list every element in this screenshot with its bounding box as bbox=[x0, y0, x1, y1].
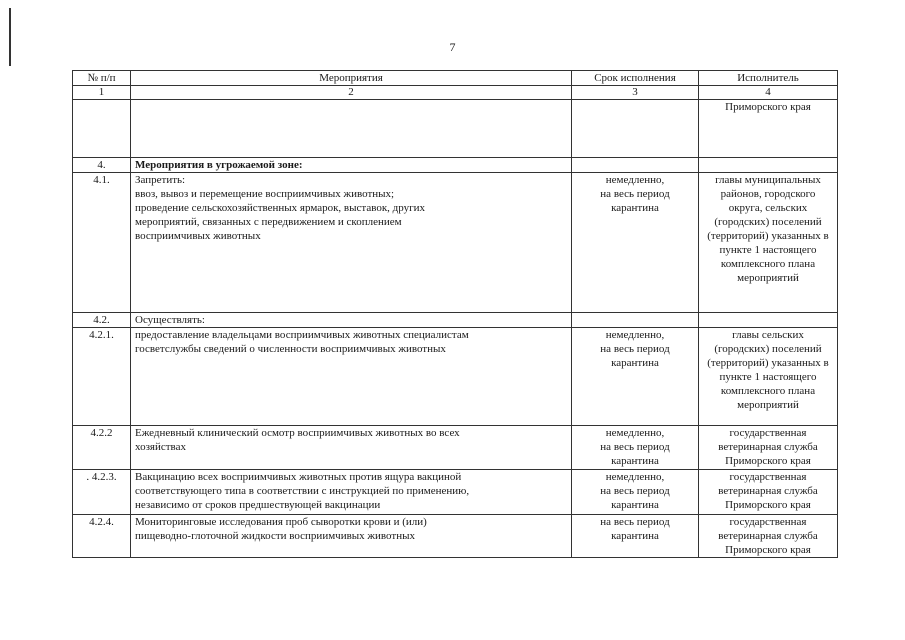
executor-cell-line: Приморского края bbox=[725, 455, 811, 467]
event-cell-line: ввоз, вывоз и перемещение восприимчивых животных; bbox=[135, 188, 395, 200]
event-cell bbox=[131, 515, 572, 558]
executor-cell-line: (городских) поселений bbox=[714, 343, 822, 355]
deadline-cell-line: на весь период bbox=[600, 485, 670, 497]
deadline-cell-line: карантина bbox=[611, 499, 659, 511]
executor-cell-line: районов, городского bbox=[720, 188, 816, 200]
executor-cell-line: мероприятий bbox=[737, 399, 799, 411]
executor-cell bbox=[699, 173, 838, 313]
event-cell bbox=[131, 100, 572, 158]
executor-cell bbox=[699, 470, 838, 515]
page-number: 7 bbox=[449, 40, 456, 54]
header-num: № п/п bbox=[73, 71, 131, 86]
event-cell-line: пищеводно-глоточной жидкости восприимчивых животных bbox=[135, 530, 415, 542]
row-number bbox=[73, 515, 131, 558]
executor-cell-line: (территорий) указанных в bbox=[707, 357, 829, 369]
deadline-cell-line: карантина bbox=[611, 357, 659, 369]
row-number-line: 4.2. bbox=[93, 314, 110, 326]
table-header bbox=[73, 71, 838, 86]
executor-cell-line: ветеринарная служба bbox=[718, 530, 818, 542]
row-number-line: 4.1. bbox=[93, 174, 110, 186]
executor-cell-line: Приморского края bbox=[725, 499, 811, 511]
header-event: Мероприятия bbox=[131, 71, 572, 86]
row-number bbox=[73, 426, 131, 470]
event-cell-line: соответствующего типа в соответствии с инструкцией по применению, bbox=[135, 485, 470, 497]
executor-cell-line: ветеринарная служба bbox=[718, 441, 818, 453]
event-cell-line: Вакцинацию всех восприимчивых животных против ящура вакциной bbox=[135, 471, 462, 483]
event-cell bbox=[131, 470, 572, 515]
executor-cell bbox=[699, 426, 838, 470]
event-cell-line: мероприятий, связанных с передвижением и скоплением bbox=[135, 216, 402, 228]
row-number-line: 4.2.4. bbox=[89, 516, 114, 528]
table-row bbox=[73, 173, 838, 313]
executor-cell-line: главы муниципальных bbox=[715, 174, 821, 186]
executor-cell-line: (городских) поселений bbox=[714, 216, 822, 228]
deadline-cell-line: немедленно, bbox=[605, 174, 665, 186]
executor-cell bbox=[699, 158, 838, 173]
row-number bbox=[73, 313, 131, 328]
row-number bbox=[73, 328, 131, 426]
event-cell-line: Мониторинговые исследования проб сыворотки крови и (или) bbox=[135, 516, 427, 528]
event-cell-line: независимо от сроков предшествующей вакцинации bbox=[135, 499, 381, 511]
table-row bbox=[73, 328, 838, 426]
column-numbers-row bbox=[73, 86, 838, 100]
table-row bbox=[73, 426, 838, 470]
table-row bbox=[73, 515, 838, 558]
table-row bbox=[73, 158, 838, 173]
executor-cell-line: комплексного плана bbox=[720, 385, 816, 397]
executor-cell-line: (территорий) указанных в bbox=[707, 230, 829, 242]
deadline-cell bbox=[572, 158, 699, 173]
deadline-cell-line: карантина bbox=[611, 455, 659, 467]
executor-cell-line: главы сельских bbox=[732, 329, 804, 341]
event-cell-line: Осуществлять: bbox=[135, 314, 205, 326]
table-row bbox=[73, 100, 838, 158]
deadline-cell bbox=[572, 470, 699, 515]
event-cell-line: Мероприятия в угрожаемой зоне: bbox=[135, 159, 303, 171]
row-number-line: . 4.2.3. bbox=[86, 471, 117, 483]
deadline-cell bbox=[572, 313, 699, 328]
executor-cell bbox=[699, 328, 838, 426]
deadline-cell-line: немедленно, bbox=[605, 471, 665, 483]
event-cell bbox=[131, 313, 572, 328]
event-cell-line: Запретить: bbox=[135, 174, 186, 186]
row-number bbox=[73, 470, 131, 515]
event-cell-line: Ежедневный клинический осмотр восприимчивых животных во всех bbox=[135, 427, 460, 439]
row-number bbox=[73, 158, 131, 173]
executor-cell-line: пункте 1 настоящего bbox=[719, 244, 817, 256]
deadline-cell-line: на весь период bbox=[600, 516, 670, 528]
deadline-cell bbox=[572, 173, 699, 313]
deadline-cell bbox=[572, 328, 699, 426]
deadline-cell bbox=[572, 426, 699, 470]
executor-cell bbox=[699, 100, 838, 158]
table-row bbox=[73, 313, 838, 328]
event-cell bbox=[131, 426, 572, 470]
executor-cell-line: ветеринарная служба bbox=[718, 485, 818, 497]
deadline-cell-line: на весь период bbox=[600, 343, 670, 355]
executor-cell-line: пункте 1 настоящего bbox=[719, 371, 817, 383]
deadline-cell-line: карантина bbox=[611, 530, 659, 542]
event-cell bbox=[131, 158, 572, 173]
event-cell-line: хозяйствах bbox=[135, 441, 186, 453]
executor-cell-line: Приморского края bbox=[725, 101, 811, 113]
col-number: 3 bbox=[572, 86, 699, 100]
executor-cell-line: Приморского края bbox=[725, 544, 811, 556]
deadline-cell-line: карантина bbox=[611, 202, 659, 214]
header-deadline: Срок исполнения bbox=[572, 71, 699, 86]
header-executor: Исполнитель bbox=[699, 71, 838, 86]
col-number: 1 bbox=[73, 86, 131, 100]
executor-cell bbox=[699, 515, 838, 558]
measures-table bbox=[72, 70, 838, 558]
row-number-line: 4.2.2 bbox=[90, 427, 113, 439]
executor-cell-line: округа, сельских bbox=[728, 202, 808, 214]
margin-mark bbox=[9, 8, 11, 66]
deadline-cell-line: немедленно, bbox=[605, 329, 665, 341]
deadline-cell bbox=[572, 515, 699, 558]
deadline-cell-line: немедленно, bbox=[605, 427, 665, 439]
executor-cell-line: мероприятий bbox=[737, 272, 799, 284]
deadline-cell bbox=[572, 100, 699, 158]
event-cell-line: восприимчивых животных bbox=[135, 230, 261, 242]
row-number bbox=[73, 100, 131, 158]
row-number-line: 4. bbox=[97, 159, 106, 171]
executor-cell-line: государственная bbox=[729, 427, 807, 439]
row-number bbox=[73, 173, 131, 313]
event-cell bbox=[131, 328, 572, 426]
deadline-cell-line: на весь период bbox=[600, 441, 670, 453]
event-cell-line: проведение сельскохозяйственных ярмарок, выставок, других bbox=[135, 202, 426, 214]
executor-cell-line: государственная bbox=[729, 516, 807, 528]
executor-cell-line: комплексного плана bbox=[720, 258, 816, 270]
deadline-cell-line: на весь период bbox=[600, 188, 670, 200]
executor-cell-line: государственная bbox=[729, 471, 807, 483]
table-row bbox=[73, 470, 838, 515]
col-number: 4 bbox=[699, 86, 838, 100]
col-number: 2 bbox=[131, 86, 572, 100]
executor-cell bbox=[699, 313, 838, 328]
row-number-line: 4.2.1. bbox=[89, 329, 114, 341]
event-cell-line: госветслужбы сведений о численности восприимчивых животных bbox=[135, 343, 446, 355]
event-cell bbox=[131, 173, 572, 313]
event-cell-line: предоставление владельцами восприимчивых животных специалистам bbox=[135, 329, 469, 341]
